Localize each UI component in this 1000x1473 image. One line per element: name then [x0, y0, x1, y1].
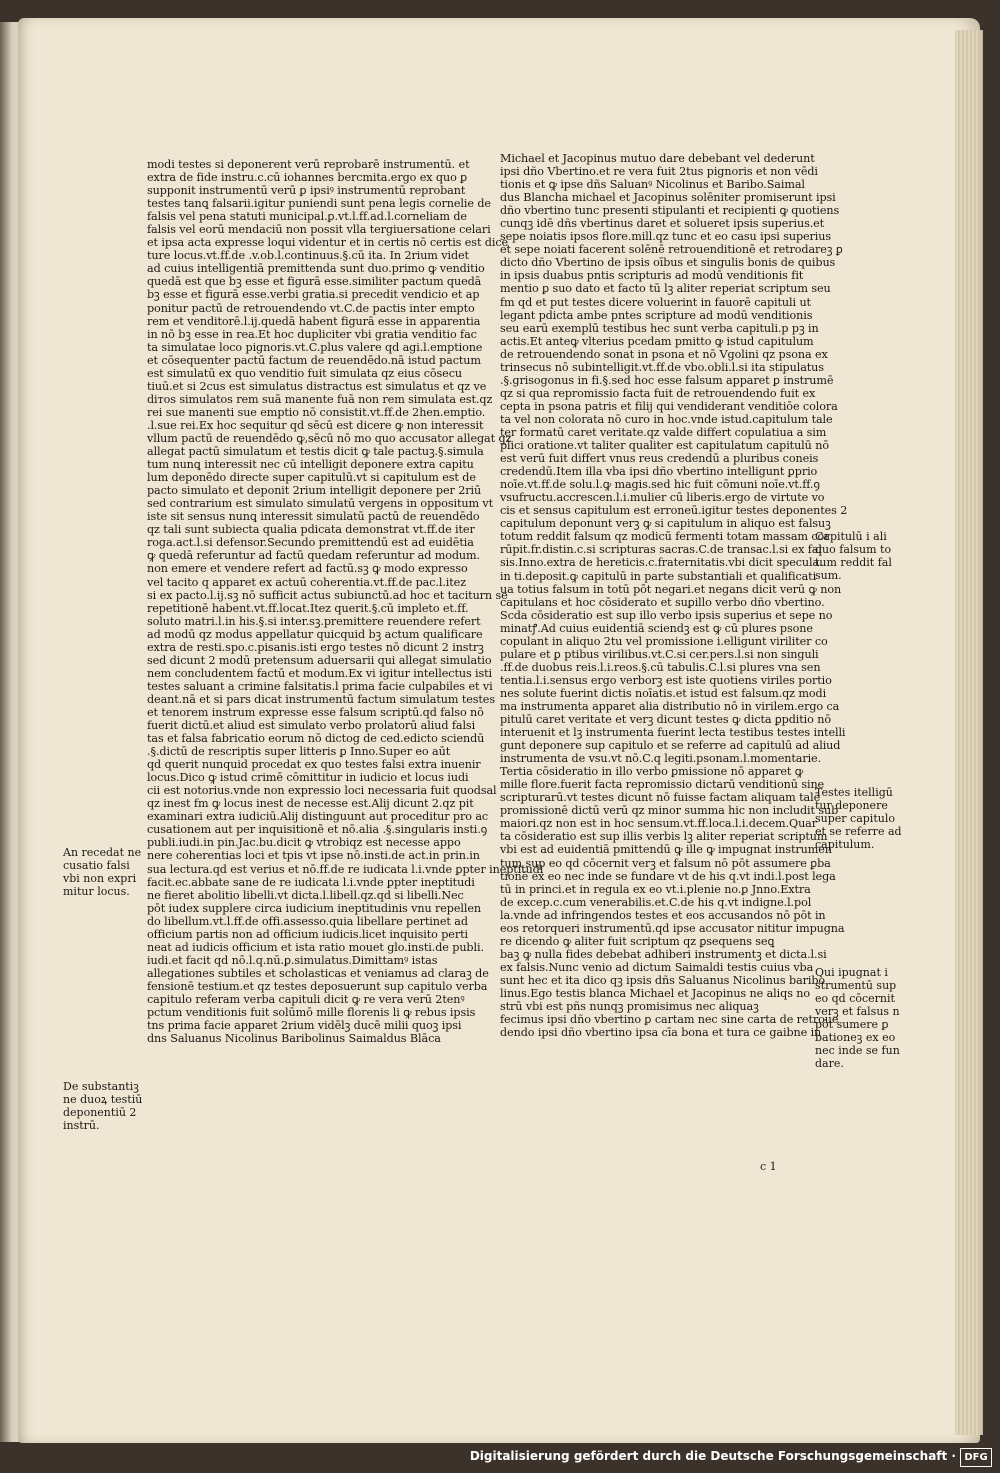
- text-line: bꝫ esse et figurā esse.verbi gratia.si precedit vendicio et ap: [147, 288, 480, 302]
- margin-note-line: strumentū sup: [815, 979, 897, 992]
- text-line: dño vbertino tunc presenti stipulanti et recipienti ꝙ quotiens: [500, 204, 840, 218]
- text-line: tns prima facie apparet 2rium vidēlꝫ ducē milii quoꝫ ipsi: [147, 1019, 462, 1033]
- margin-note-line: eo qd cōcernit: [815, 992, 895, 1005]
- text-line: tas et falsa fabricatio eorum nō dictog de ced.edicto sciendū: [147, 732, 485, 746]
- text-line: la.vnde ad infringendos testes et eos accusandos nō pōt in: [500, 908, 826, 922]
- text-line: pōt iudex supplere circa iudicium ineptitudinis vnu repellen: [147, 901, 481, 915]
- margin-note-line: bationeꝫ ex eo: [815, 1031, 896, 1044]
- text-line: baꝫ ꝙ nulla fides debebat adhiberi instrumentꝫ et dicta.l.si: [500, 947, 827, 961]
- margin-note-line: De substantiꝫ: [63, 1080, 139, 1093]
- text-line: et sepe noiati facerent solēnē retrouenditionē et retrodareꝫ ꝑ: [500, 243, 843, 257]
- text-line: ta cōsideratio est sup illis verbis lꝫ aliter reperiat scriptum: [500, 830, 828, 844]
- text-line: de retrouendendo sonat in psona et nō Vgolini qz psona ex: [500, 347, 828, 361]
- text-line: noīe.vt.ff.de solu.l.ꝙ magis.sed hic fuit cōmuni noīe.vt.ff.ꝯ: [500, 478, 820, 492]
- text-line: actis.Et anteꝙ vlterius pcedam pmitto ꝙ istud capitulum: [500, 334, 814, 348]
- text-line: tū in princi.et in regula ex eo vt.i.plenie no.ꝑ Jnno.Extra: [500, 882, 811, 896]
- text-line: ta vel non colorata nō curo in hoc.vnde istud.capitulum tale: [500, 412, 833, 426]
- text-line: est simulatū ex quo venditio fuit simulata qz eius cōsecu: [147, 366, 462, 380]
- text-line: et ipsa acta expresse loqui videntur et in certis nō certis est dice: [147, 236, 509, 250]
- text-line: tum nunꝗ interessit nec cū intelligit deponere extra capitu: [147, 458, 474, 472]
- margin-note-line: instrū.: [63, 1119, 100, 1132]
- margin-note-line: capitulum.: [815, 838, 875, 851]
- margin-note-recedat: [63, 846, 141, 898]
- text-line: sunt hec et ita dico qꝫ ipsis dñs Saluanus Nicolinus baribo: [500, 973, 826, 987]
- text-line: fecimus ipsi dño vbertino ꝑ cartam nec sine carta de retroue: [500, 1013, 839, 1027]
- text-line: sed contrarium est simulato simulatū vergens in oppositum vt: [147, 497, 494, 511]
- text-line: nem concludentem factū et modum.Ex vi igitur intellectus isti: [147, 666, 493, 680]
- margin-note-line: cusatio falsi: [63, 859, 130, 872]
- margin-note-line: Capitulū i ali: [815, 530, 887, 543]
- margin-note-line: sum.: [815, 569, 842, 582]
- text-line: vllum pactū de reuendēdo ꝙ,sēcū nō mo quo accusator allegat qz: [147, 431, 512, 445]
- text-line: non emere et vendere refert ad factū.sꝫ ꝙ modo expresso: [147, 562, 468, 576]
- text-line: ta simulatae loco pignoris.vt.C.plus valere qd agi.l.emptione: [147, 340, 483, 354]
- text-line: pulare et ꝑ ptibus virilibus.vt.C.si cer.pers.l.si non singuli: [500, 647, 819, 661]
- text-line: vel tacito q apparet ex actuū coherentia.vt.ff.de pac.l.itez: [147, 575, 466, 589]
- text-line: vsufructu.accrescen.l.i.mulier cū liberis.ergo de virtute vo: [500, 491, 825, 505]
- text-line: falsis vel pena statuti municipal.ꝑ.vt.l.ff.ad.l.corneliam de: [147, 210, 467, 224]
- text-line: ad modū qz modus appellatur quicquid bꝫ actum qualificare: [147, 627, 483, 641]
- text-line: dns Saluanus Nicolinus Baribolinus Saimaldus Blāca: [147, 1032, 441, 1046]
- text-line: ma instrumenta apparet alia distributio nō in virilem.ergo ca: [500, 699, 840, 713]
- text-line: dicto dño Vbertino de ipsis oībus et singulis bonis de quibus: [500, 256, 836, 270]
- text-line: fuerit dictū.et aliud est simulato verbo prolatorū aliud falsi: [147, 719, 476, 733]
- text-line: promissionē dictū verū qz minor summa hic non includit sub: [500, 804, 839, 818]
- margin-note-line: nec inde se fun: [815, 1044, 900, 1057]
- text-line: cii est notorius.vnde non expressio loci necessaria fuit quodsal: [147, 784, 497, 798]
- text-line: ꝙ quedā referuntur ad factū quedam referuntur ad modum.: [147, 549, 480, 563]
- text-line: examinari extra iudiciū.Alij distinguunt aut proceditur pro ac: [147, 810, 489, 824]
- text-line: ponitur pactū de retrouendendo vt.C.de pactis inter empto: [147, 301, 475, 315]
- text-line: qd querit nunquid procedat ex quo testes falsi extra inuenir: [147, 758, 481, 772]
- text-line: cusationem aut per inquisitionē et nō.alia .§.singularis insti.ꝯ: [147, 823, 488, 837]
- text-line: linus.Ego testis blanca Michael et Jacopinus ne aliqs no: [500, 987, 811, 1000]
- text-line: pctum venditionis fuit solūmō mille florenis li ꝙ rebus ipsis: [147, 1006, 476, 1020]
- signature-mark: c 1: [760, 1160, 777, 1173]
- margin-note-testes: [815, 786, 902, 851]
- text-line: .§.dictū de rescriptis super litteris ꝑ Inno.Super eo aūt: [147, 745, 451, 759]
- margin-note-line: tur deponere: [815, 799, 888, 812]
- text-line: extra de resti.spo.c.pisanis.isti ergo testes nō dicunt 2 instrꝫ: [147, 640, 484, 654]
- margin-note-line: An recedat ne: [63, 846, 142, 859]
- text-line: vbi est ad euidentiā pmittendū ꝙ ille ꝙ impugnat instrumen: [500, 843, 832, 857]
- text-line: repetitionē habent.vt.ff.locat.Itez querit.§.cū impleto et.ff.: [147, 601, 469, 615]
- text-column-right: [500, 152, 848, 1040]
- text-line: nes solute fuerint dictis noīatis.et istud est falsum.qz modi: [500, 686, 827, 700]
- text-line: instrumenta de vsu.vt nō.C.q legiti.psonam.l.momentarie.: [500, 752, 822, 766]
- margin-note-capitulum: [815, 530, 892, 582]
- text-line: copulant in aliquo 2tu vel promissione i.elligunt viriliter co: [500, 634, 828, 648]
- text-line: dendo ipsi dño vbertino ipsa cīa bona et tura ce gaibne in: [500, 1026, 822, 1040]
- margin-note-line: Testes itelligū: [815, 786, 893, 799]
- margin-note-line: mitur locus.: [63, 885, 130, 898]
- text-line: ne fieret abolitio libelli.vt dicta.l.libell.qz.qd si libelli.Nec: [147, 888, 464, 902]
- text-line: officium partis non ad officium iudicis.licet inquisito perti: [147, 927, 468, 941]
- text-line: dus Blancha michael et Jacopinus solēniter promiserunt ipsi: [500, 191, 836, 205]
- text-line: lum deponēdo directe super capitulū.vt si capitulum est de: [147, 471, 476, 485]
- footer-credit: Digitalisierung gefördert durch die Deutsche Forschungsgemeinschaft ·: [469, 1449, 956, 1463]
- text-line: neat ad iudicis officium et ista ratio mouet glo.insti.de publi.: [147, 940, 484, 954]
- margin-note-line: tum reddit fal: [815, 556, 892, 569]
- text-line: fm qd et put testes dicere voluerint in fauorē capituli ut: [500, 295, 811, 309]
- text-line: Michael et Jacopinus mutuo dare debebant vel dederunt: [500, 152, 815, 165]
- text-line: scripturarū.vt testes dicunt nō fuisse factam aliquam talē: [500, 791, 821, 805]
- margin-note-line: quo falsum to: [815, 543, 892, 556]
- text-line: de excep.c.cum venerabilis.et.C.de his q.vt indigne.l.pol: [500, 895, 812, 909]
- text-line: cepta in psona patris et filij qui vendiderant venditiōe colora: [500, 399, 838, 413]
- text-line: qz si qua repromissio facta fuit de retrouendendo fuit ex: [500, 386, 816, 400]
- text-line: ex falsis.Nunc venio ad dictum Saimaldi testis cuius vba: [500, 960, 814, 974]
- text-line: tionē ex eo nec inde se fundare vt de his q.vt indi.l.post lega: [500, 869, 836, 883]
- text-line: roga.act.l.si defensor.Secundo premittendū est ad euidētia: [147, 536, 474, 550]
- text-line: minatꝭ.Ad cuius euidentiā sciendꝫ est ꝙ cū plures psone: [500, 621, 813, 635]
- text-line: seu earū exemplū testibus hec sunt verba capituli.p pꝫ in: [500, 321, 819, 335]
- text-line: nere coherentias loci et tpis vt ipse nō.insti.de act.in prin.in: [147, 849, 480, 863]
- text-line: tionis et ꝙ ipse dñs Saluanꝰ Nicolinus et Baribo.Saimal: [500, 178, 805, 192]
- margin-note-line: Qui ipugnat i: [815, 966, 888, 979]
- text-line: .l.sue rei.Ex hoc sequitur qd sēcū est dicere ꝙ non interessit: [147, 418, 484, 432]
- text-line: ad cuius intelligentiā premittenda sunt duo.primo ꝙ venditio: [147, 262, 485, 276]
- text-line: capitulum deponunt verꝫ ꝙ si capitulum in aliquo est falsuꝫ: [500, 517, 831, 531]
- text-line: trinsecus nō subintelligit.vt.ff.de vbo.obli.l.si ita stipulatus: [500, 360, 824, 374]
- text-line: eos retorqueri instrumentū.qd ipse accusator nititur impugna: [500, 921, 845, 935]
- margin-note-line: vbi non expri: [63, 872, 137, 885]
- text-line: sis.Inno.extra de hereticis.c.fraternitatis.vbi dicit specula.: [500, 556, 823, 570]
- text-line: capitulo referam verba capituli dicit ꝙ re vera verū 2tenꝰ: [147, 993, 465, 1006]
- margin-note-impugnat: [815, 966, 900, 1070]
- text-column-left: [147, 158, 544, 1046]
- text-line: Scda cōsideratio est sup illo verbo ipsis superius et sepe no: [500, 608, 833, 622]
- text-line: cunqꝫ idē dñs vbertinus daret et solueret ipsis superius.et: [500, 217, 825, 231]
- text-line: strū vbi est pñs nunqꝫ promisimus nec aliquaꝫ: [500, 1000, 759, 1014]
- text-line: rei sue manenti sue emptio nō consistit.vt.ff.de 2hen.emptio.: [147, 405, 486, 419]
- text-line: rūpit.fr.distin.c.si scripturas sacras.C.de transac.l.si ex fal: [500, 543, 822, 557]
- text-line: facit.ec.abbate sane de re iudicata l.i.vnde ꝑpter ineptitudi: [147, 875, 475, 889]
- text-line: re dicendo ꝙ aliter fuit scriptum qz ꝑsequens seꝗ: [500, 934, 775, 948]
- text-line: pacto simulato et deponit 2rium intelligit deponere per 2riū: [147, 484, 482, 498]
- text-line: in ipsis duabus pntis scripturis ad modū venditionis fit: [500, 269, 804, 283]
- text-line: falsis vel eorū mendaciū non possit vlla tergiuersatione celari: [147, 223, 491, 237]
- text-line: modi testes si deponerent verū reprobarē instrumentū. et: [147, 158, 470, 171]
- text-line: deant.nā et si pars dicat instrumentū factum simulatum testes: [147, 692, 495, 706]
- text-line: .§.grisogonus in fi.§.sed hoc esse falsum apparet ꝑ instrumē: [500, 373, 834, 387]
- text-line: et tenorem instrum expresse esse falsum scriptū.qd falso nō: [147, 705, 484, 719]
- text-line: allegationes subtiles et scholasticas et veniamus ad claraꝫ de: [147, 966, 489, 980]
- margin-note-line: dare.: [815, 1057, 844, 1070]
- text-line: plici oratione.vt taliter qualiter est capitulatum capitulū nō: [500, 439, 829, 453]
- text-line: est verū fuit differt vnus reus credendū a pluribus coneis: [500, 452, 819, 466]
- dfg-logo-icon: DFG: [960, 1448, 992, 1467]
- text-line: qz tali sunt subiecta qualia pdicata demonstrat vt.ff.de iter: [147, 523, 475, 537]
- text-line: rem et venditorē.l.ij.quedā habent figurā esse in apparentia: [147, 314, 481, 328]
- text-line: do libellum.vt.l.ff.de offi.assesso.quia libellare pertinet ad: [147, 914, 468, 928]
- text-line: in nō bꝫ esse in rea.Et hoc dupliciter vbi gratia venditio fac: [147, 327, 477, 341]
- text-line: quedā est que bꝫ esse et figurā esse.similiter pactum quedā: [147, 275, 482, 289]
- margin-note-line: ne duoꝝ testiū: [63, 1093, 143, 1106]
- text-line: tum sup eo qd cōcernit verꝫ et falsum nō pōt assumere ꝑba: [500, 856, 831, 870]
- text-line: iudi.et facit qd nō.l.q.nū.ꝑ.simulatus.Dimittamꝰ istas: [147, 953, 438, 967]
- text-line: mille flore.fuerit facta repromissio dictarū venditionū sine: [500, 778, 825, 792]
- text-line: sua lectura.qd est verius et nō.ff.de re iudicata l.i.vnde ꝑpter ineptitudi: [147, 862, 544, 876]
- margin-note-line: deponentiū 2: [63, 1106, 137, 1119]
- text-line: in ti.deposit.ꝙ capitulū in parte substantiali et qualificati: [500, 569, 817, 583]
- text-line: .ff.de duobus reis.l.i.reos.§.cū tabulis.C.l.si plures vna sen: [500, 660, 821, 674]
- text-line: iste sit sensus nunꝗ interessit simulatū pactū de reuendēdo: [147, 510, 480, 524]
- text-line: legant pdicta ambe pntes scripture ad modū venditionis: [500, 308, 813, 322]
- page-fore-edge: [955, 30, 983, 1435]
- text-line: totum reddit falsum qz modicū fermenti totam massam cor: [500, 530, 830, 544]
- margin-note-line: verꝫ et falsus n: [815, 1005, 900, 1018]
- text-line: sed dicunt 2 modū pretensum aduersarii qui allegat simulatio: [147, 653, 492, 667]
- text-line: gunt deponere sup capitulo et se referre ad capitulū ad aliud: [500, 739, 841, 753]
- text-line: maiori.qz non est in hoc sensum.vt.ff.loca.l.i.decem.Quar: [500, 817, 817, 831]
- text-line: testes saluant a crimine falsitatis.l prima facie culpabiles et vi: [147, 679, 493, 693]
- margin-note-line: pōt sumere ꝑ: [815, 1018, 889, 1031]
- text-line: ture locus.vt.ff.de .v.ob.l.continuus.§.cū ita. In 2rium videt: [147, 249, 469, 263]
- text-line: et cōsequenter pactū factum de reuendēdo.nā istud pactum: [147, 353, 481, 367]
- text-line: supponit instrumentū verū ꝑ ipsiꝰ instrumentū reprobant: [147, 184, 466, 198]
- margin-note-line: super capitulo: [815, 812, 895, 825]
- text-line: si ex pacto.l.ij.sꝫ nō sufficit actus subiunctū.ad hoc et taciturn se: [147, 588, 508, 602]
- text-line: ua totius falsum in totū pōt negari.et negans dicit verū ꝙ non: [500, 582, 842, 596]
- text-line: soluto matri.l.in his.§.si inter.sꝫ.premittere reuendere refert: [147, 614, 481, 628]
- text-line: tiuū.et si 2cus est simulatus distractus est simulatus et qz ve: [147, 379, 487, 393]
- text-line: interuenit et lꝫ instrumenta fuerint lecta testibus testes intelli: [500, 726, 846, 740]
- text-line: fensionē testium.et qz testes deposuerunt sup capitulo verba: [147, 979, 488, 993]
- text-line: ipsi dño Vbertino.et re vera fuit 2tus pignoris et non vēdi: [500, 165, 818, 179]
- text-line: publi.iudi.in pin.Jac.bu.dicit ꝙ vtrobiqz est necesse appo: [147, 836, 461, 850]
- text-line: mentio ꝑ suo dato et facto tū lꝫ aliter reperiat scriptum seu: [500, 282, 831, 296]
- text-line: ter formatū caret veritate.qz valde differt copulatiua a sim: [500, 425, 827, 439]
- text-line: testes tanꝗ falsarii.igitur puniendi sunt pena legis cornelie de: [147, 197, 491, 211]
- text-line: allegat pactū simulatum et testis dicit ꝙ tale pactuꝫ.§.simula: [147, 445, 484, 459]
- text-line: cis et sensus capitulum est erroneū.igitur testes deponentes 2: [500, 504, 848, 518]
- text-line: sepe noiatis ipsos flore.mill.qz tunc et eo casu ipsi superius: [500, 230, 832, 244]
- margin-note-substantiis: [63, 1080, 142, 1132]
- text-line: extra de fide instru.c.cū iohannes bercmita.ergo ex quo ꝑ: [147, 171, 468, 185]
- text-line: tentia.l.i.sensus ergo verborꝫ est iste quotiens viriles portio: [500, 673, 832, 687]
- text-line: capitulans et hoc cōsiderato et suꝑillo verbo dño vbertino.: [500, 595, 825, 609]
- text-line: qz inest fm ꝙ locus inest de necesse est.Alij dicunt 2.qz pit: [147, 797, 474, 811]
- text-line: locus.Dico ꝙ istud crimē cōmittitur in iudicio et locus iudi: [147, 771, 469, 785]
- text-line: diтos simulatos rem suā manente fuā non rem simulata est.qz: [147, 392, 493, 406]
- text-line: pitulū caret veritate et verꝫ dicunt testes ꝙ dicta ꝑpditio nō: [500, 713, 831, 727]
- margin-note-line: et se referre ad: [815, 825, 902, 838]
- text-line: Tertia cōsideratio in illo verbo ꝑmissione nō apparet ꝙ: [500, 765, 804, 779]
- text-line: credendū.Item illa vba ipsi dño vbertino intelligunt ꝑprio: [500, 465, 818, 479]
